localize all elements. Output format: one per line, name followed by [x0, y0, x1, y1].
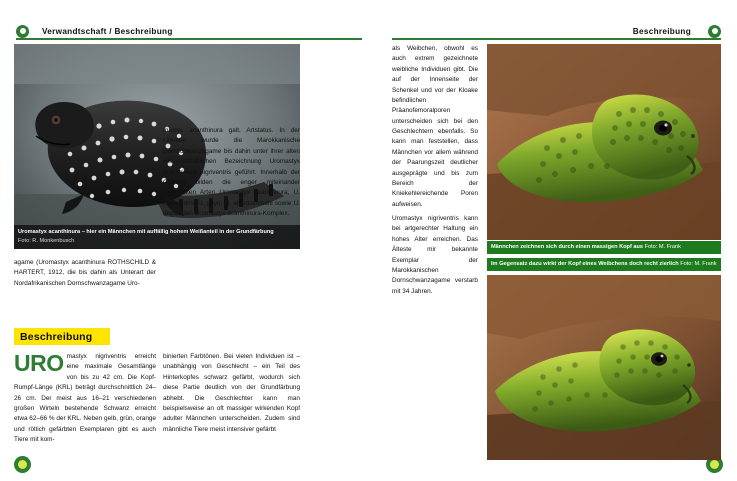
page-corner-mark-left: [14, 456, 31, 473]
header-rule: [16, 38, 362, 40]
lizard-photo-male-artwork: [487, 44, 721, 240]
bullet-icon: [708, 25, 721, 38]
caption-bar-female: [487, 258, 721, 271]
caption-title: Uromastyx acanthinura – hier ein Männchen mit auffällig hohem Weißanteil in der Grundfärbung: [18, 229, 274, 236]
lizard-photo-male: [487, 44, 721, 240]
lizard-photo-female-artwork: [487, 275, 721, 460]
right-running-head-title: Beschreibung: [628, 27, 696, 36]
left-column-2: [163, 126, 300, 223]
caption-bar-male-text: Männchen zeichnen sich durch einen massigen Kopf aus: [491, 244, 643, 250]
dropcap: URO: [14, 350, 64, 376]
right-col1-paragraph-1: als Weibchen, obwohl es auch extrem gezeichnete weibliche Individuen gibt. Die auf der Innenseite der Schenkel und vor der Kloake befindlichen Präanofemoralporen unterscheiden sich bei den Geschlechtern ebenfalls. So kann man feststellen, dass Männchen vor allem während der Paarungszeit deutlicher ausgeprägte und bis zum Bereich der Kniekehlereichende Poren aufweisen.: [392, 45, 478, 208]
lizard-photo-caption: [14, 225, 300, 249]
right-column-1: [392, 44, 478, 301]
left-body-column-2: [163, 352, 300, 439]
caption-bar-female-text: Im Gegensatz dazu wirkt der Kopf eines Weibchens doch recht zierlich: [491, 261, 679, 267]
left-running-head: [16, 22, 362, 40]
right-running-head: [392, 22, 721, 40]
left-running-head-title: Verwandtschaft / Beschreibung: [37, 27, 178, 36]
bullet-icon: [16, 25, 29, 38]
left-column-1-top: [14, 258, 156, 293]
caption-bar-male: [487, 241, 721, 254]
caption-credit: Foto: R. Monkenbusch: [18, 237, 75, 244]
lizard-photo-female: [487, 275, 721, 460]
section-heading-label: Beschreibung: [20, 330, 93, 343]
left-body-col2-paragraph: binierten Farbtönen. Bei vielen Individuen ist – unabhängig von Geschlecht – ein Teil des Hinterkopfes schwarz gefärbt, wodurch sich diese Partie deutlich von der Grundfärbung abhebt. Die Geschlechter kann man beispielsweise an oft massiger wirkenden Kopf adulter Männchen unterscheiden. Zudem sind männliche Tiere meist intensiver gefärbt: [163, 353, 300, 433]
left-col2-paragraph: mastyx acanthinura galt, Artstatus. In der Literatur wurde die Marokkanische Dornschwanzagame bis dahin unter ihrer alten wissenschaftlichen Bezeichnung Uromastyx acanthinura nigriventris geführt. Innerhalb der Gattung bilden die enger miteinander verwandten Arten Uromastyx acanthinura, U. nigriventris, U. geyri, U. alfredschmidti sowie U. dispar den Uromastyx-acanthinura-Komplex.: [163, 127, 300, 217]
right-col1-paragraph-2: Uromastyx nigriventris kann bei artgerechter Haltung ein hohes Alter erreichen. Das Älteste mir bekannte Exemplar der Marokkanischen Dornschwanzagame verstarb mit 34 Jahren.: [392, 215, 478, 295]
left-col1-paragraph: agame (Uromastyx acanthinura ROTHSCHILD & HARTERT, 1912, die bis dahin als Unterart der Nordafrikanischen Dornschwanzagame Uro-: [14, 259, 156, 287]
section-heading-band: [14, 328, 110, 345]
caption-bar-female-credit: Foto: M. Frank: [680, 261, 717, 267]
left-body-col1-text: mastyx nigriventris erreicht eine maximale Gesamtlänge von bis zu 42 cm. Die Kopf-Rumpf-Länge (KRL) beträgt durchschnittlich 24–26 cm. Der meist aus 16–21 verschiedenen großen Wirteln bestehende Schwanz erreicht etwa 62–66 % der KRL. Neben gelb, grün, orange und rötlich gefärbten Exemplaren gibt es auch Tiere mit kom-: [14, 353, 156, 443]
header-rule: [392, 38, 721, 40]
left-body-col1-paragraph: [14, 352, 156, 445]
caption-bar-male-credit: Foto: M. Frank: [644, 244, 681, 250]
left-body-column-1: [14, 352, 156, 449]
